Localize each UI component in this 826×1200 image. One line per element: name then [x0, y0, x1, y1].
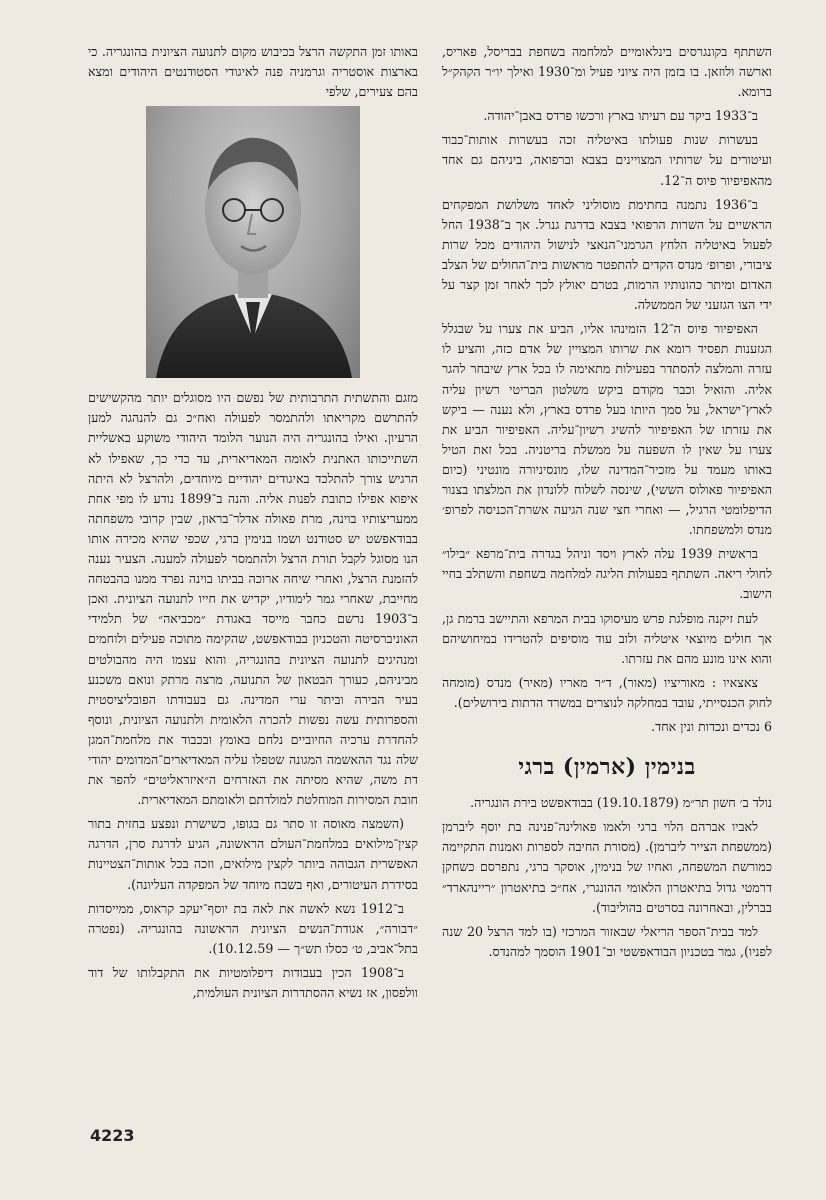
portrait-photo [146, 106, 360, 378]
left-column [88, 42, 418, 1007]
paragraph: השתתף בקונגרסים בינלאומיים למלחמה בשחפת בבריסל, פאריס, וארשה ולוזאן. בו בזמן היה ציוני פעיל ומ־1930 ואילך יו״ר הקהק״ל ברומא. [442, 44, 772, 100]
paragraph: ב־1936 נתמנה בחתימת מוסוליני לאחד משלושת המפקחים הראשיים על השרות הרפואי בצבא בדרגת גנרל. אך ב־1938 החל לפעול באיטליה הלחץ הגרמני־הנאצי לנישול היהודים מכל שרות ציבורי, ופרופ׳ מנדס הקדים להתפטר מראשות בית־החולים של הצלב האדום ומיתר כהונותיו הרמות, בטרם יאולץ לכך לאחר זמן קצר על ידי הצו הגזעני של הממשלה. [442, 196, 773, 313]
grandchildren-line: 6 נכדים ונכדות ונין אחד. [651, 719, 772, 734]
paragraph: ב־1912 נשא לאשה את לאה בת יוסף־יעקב קראוס, ממייסדות ״דבורה״, אגודת־הנשים הציונית הראשונה בהונגריה. (נפטרה בתל־אביב, ט׳ כסלו תש״ך — 10.12.59). [88, 900, 418, 956]
page-number: 4223 [90, 1126, 135, 1145]
paragraph: האפיפיור פיוס ה־12 הזמינהו אליו, הביע את צערו על שבגלל הגזענות תפסיד רומא את שרותו המצויין של אדם כזה, והציע לו עזרה והמלצה להסתדר בפעילות מתאימה לו בכל ארץ שיבחר להגר אליה. והואיל וכבר מקודם ביקש משלטון הבריטי רשיון עליה לארץ־ישראל, על סמך היותו בעל פרדס בארץ, ולא נענה — ביקש את עזרתו של האפיפיור להשיג רשיון־עליה. האפיפיור הביע את צערו על שאין לו השפעה על ממשלת בריטניה. בכל זאת הטיל באותו מעמד על מזכיר־המדינה שלו, מונסיניורה מונטיני (כיום האפיפיור פאולוס הששי), שינסה לשלוח ללונדון את המלצתו בצנור הדיפלומטי הרגיל, — ואחרי חצי שנה הגיעה אשרת־הכניסה לפרופ׳ מנדס ולמשפחתו. [442, 321, 772, 538]
right-column [442, 42, 772, 966]
paragraph: למד בבית־הספר הריאלי שבאזור המרכזי (בו למד הרצל 20 שנה לפניו), גמר בטכניון הבודאפשטי וב־1901 הוסמך למהנדס. [442, 923, 772, 959]
paragraph: ב־1933 ביקר עם רעיתו בארץ ורכשו פרדס באבן־יהודה. [483, 108, 758, 124]
paragraph: מזגם והתשתית התרבותית של נפשם היו מסוגלים יותר מהקשישים להתרשם מקריאתו ולהתמסר לפעולה ואח״כ גם להנהגה למען הרעיון. ואילו בהונגריה היה הנוער הלומד היהודי משוקע באשליית השתייכותו האתנית לאומה המאדיארית, עד כדי כך, שאפילו לא הרגיש צורך להתלכד באיגודים יהודיים מיוחדים, ולהרצל לא היתה איפוא אפילו כתובת לפנות אליה. והנה ב־1899 נודע לו מפי אחת ממעריצותיו בוינה, מרת פאולה אדלר־בראון, שבין קרובי משפחתה בבודאפשט יש סטודנט ושמו בנימין ברגי, שכפי שהיא מכירה אותו הנו מסוגל לקבל תורת הרצל ולהתמסר לפעולה למענה. הצעיר נענה להזמנת הרצל, ואחרי שיחה ארוכה בביתו בוינה נפרד ממנו בהבטחה מחייבת, שאחרי גמר לימודיו, יקדיש את חייו לתנועה הציונית. ואכן ב־1903 נרשם כחבר מייסד באגודת ״מכביאה״ של תלמידי האוניברסיטה והטכניון בבודאפשט, שהקימה מתוכה פעילים ולוחמים ומנהיגים לתנועה הציונית בהונגריה, והוא עצמו היה מהבולטים מביניהם, כעורך הבטאון של התנועה, מרצה מרתק ונואם משכנע בעיר הבירה וביתר ערי המדינה. גם בעבודתו הפובליציסטית והספרותית עשה נפשות להכרה הלאומית ולתנועה הציונית, ונוסף להחדרת ערכיה החיוביים נלחם באומץ ובכבוד את מלחמת־המגן שלה נגד ההאשמה המגונה שטפלו עליה המאדיארים־המדומים יהודי דת משה, שהיא מסיתה את האזרחים ה״איזראליטים״ להפר את חובת המסירות המוחלטת למולדתם ולאומתם המאדיארית. [88, 390, 418, 808]
paragraph: נולד ב׳ חשון תר״מ (19.10.1879) בבודאפשט בירת הונגריה. [470, 795, 772, 811]
paragraph: ב־1908 הכין בעבודות דיפלומטיות את התקבלותו של דוד וולפסון, אז נשיא ההסתדרות הציונית העולמית, [88, 964, 418, 1000]
paragraph: בראשית 1939 עלה לארץ ויסד וניהל בגדרה בית־מרפא ״בילו״ לחולי ריאה. השתתף בפעולות הליגה למלחמה בשחפת והשתלב בחיי הישוב. [442, 546, 772, 602]
paragraph: (השמצה מאוסה זו סתר גם בגופו, כשישרת ונפצע בחזית בתור קצין־מילואים במלחמת־העולם הראשונה, הגיע לדרגת סרן, הדרגה האפשרית הגבוהה ביותר לקצין מילואים, וזכה בכל אותות־הצטיינות בסידרת העיטורים, ואף בשבח מיוחד של המפקדה העליונה). [88, 816, 418, 892]
paragraph: לאביו אברהם הלוי ברגי ולאמו פאולינה־פנינה בת יוסף ליברמן (ממשפחת הצייר ליברמן). (מסורת החיבה לספרות ואמנות התקיימה כמורשת המשפחה, ואחיו של בנימין, אוסקר ברגי, נתפרסם כשחקן דרמטי גדול בתיאטרון הלאומי ההונגרי, אח״כ בתיאטרון ״ריינהארד״ בברלין, ובאחרונה בסרטים בהוליבוד). [442, 819, 772, 915]
paragraph: לעת זיקנה מופלגת פרש מעיסוקו בבית המרפא והתיישב ברמת גן, אך חולים מיוצאי איטליה ולוב עוד מוסיפים להטרידו במיחושיהם והוא אינו מונע מהם את עזרתו. [442, 610, 772, 666]
paragraph: בעשרות שנות פעולתו באיטליה זכה בעשרות אותות־כבוד ועיטורים על שרותיו המצויינים בצבא וברפואה, ביניהם גם אחד מהאפיפיור פיוס ה־12. [442, 132, 772, 188]
descendants-paragraph: צאצאיו : מאוריציו (מאור), ד״ר מאריו (מאיר) מנדס (מומחה לחוק הכנסייתי, עובד במחלקה לנוצרים במשרד הדתות בירושלים). [442, 674, 772, 710]
biography-heading: בנימין (ארמין) ברגי [518, 754, 696, 781]
portrait-photo-icon [146, 106, 360, 378]
intro-paragraph: באותו זמן התקשה הרצל בכיבוש מקום לתנועה הציונית בהונגריה. כי בארצות אוסטריה וגרמניה פנה לאיגודי הסטודנטים היהודים ומצא בהם צעירים, שלפי [88, 44, 418, 100]
